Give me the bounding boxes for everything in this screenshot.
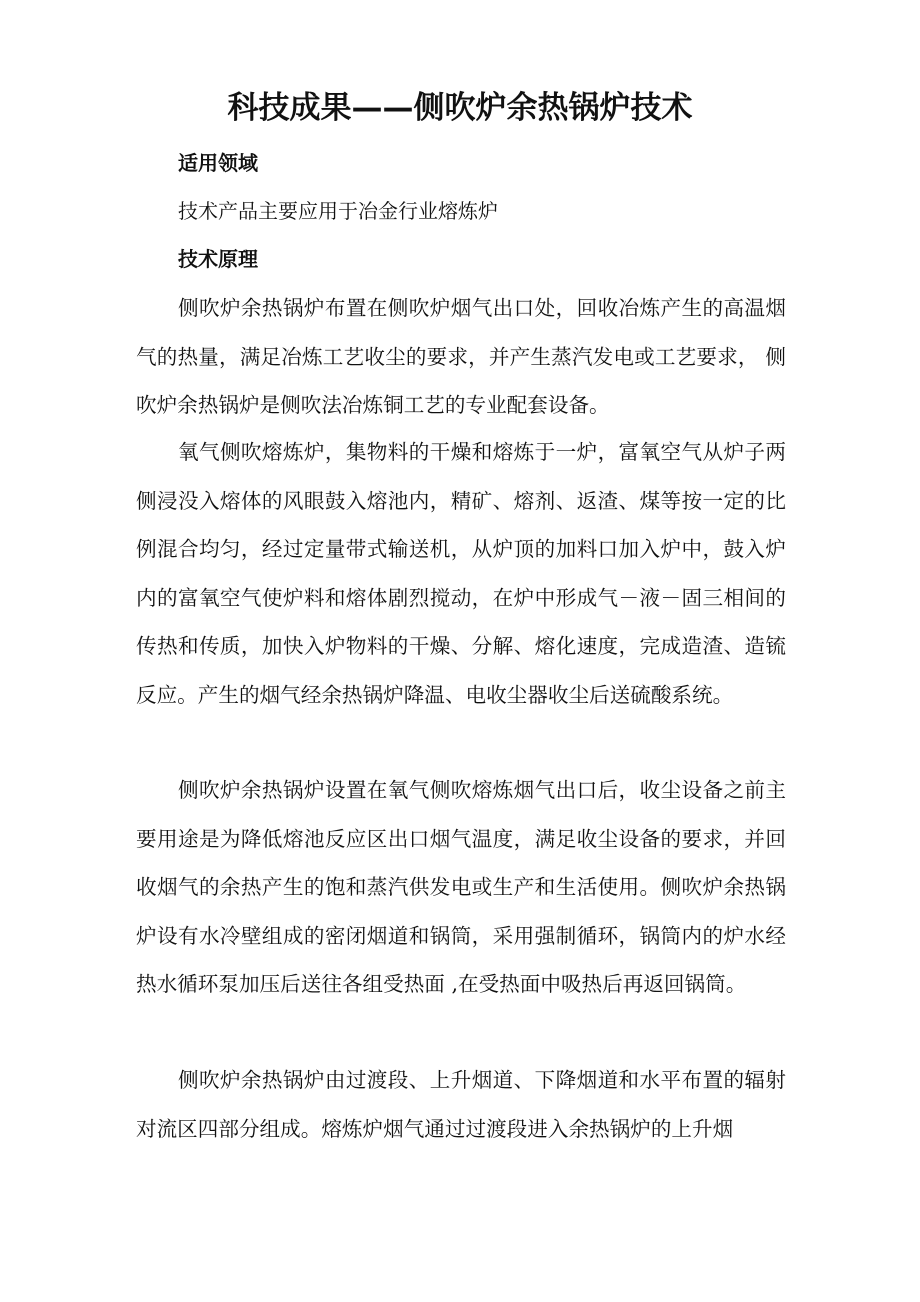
document-title: 科技成果——侧吹炉余热锅炉技术 — [227, 90, 693, 126]
principle-paragraph-1: 侧吹炉余热锅炉布置在侧吹炉烟气出口处，回收冶炼产生的高温烟气的热量，满足冶炼工艺收尘的要求，并产生蒸汽发电或工艺要求， 侧吹炉余热锅炉是侧吹法冶炼铜工艺的专业配套设备。 — [136, 296, 786, 418]
section-heading-application: 适用领域 — [178, 151, 258, 175]
principle-paragraph-2: 氧气侧吹熔炼炉，集物料的干燥和熔炼于一炉，富氧空气从炉子两侧浸没入熔体的风眼鼓入熔池内，精矿、熔剂、返渣、煤等按一定的比例混合均匀，经过定量带式输送机，从炉顶的加料口加入炉中，鼓入炉内的富氧空气使炉料和熔体剧烈搅动，在炉中形成气－液－固三相间的传热和传质，加快入炉物料的干燥、分解、熔化速度，完成造渣、造锍反应。产生的烟气经余热锅炉降温、电收尘器收尘后送硫酸系统。 — [136, 440, 786, 707]
principle-paragraph-3: 侧吹炉余热锅炉设置在氧气侧吹熔炼烟气出口后，收尘设备之前主要用途是为降低熔池反应区出口烟气温度，满足收尘设备的要求，并回收烟气的余热产生的饱和蒸汽供发电或生产和生活使用。侧吹炉余热锅炉设有水冷壁组成的密闭烟道和锅筒，采用强制循环，锅筒内的炉水经热水循环泵加压后送往各组受热面 ,在受热面中吸热后再返回锅筒。 — [136, 778, 786, 997]
principle-paragraph-4: 侧吹炉余热锅炉由过渡段、上升烟道、下降烟道和水平布置的辐射对流区四部分组成。熔炼炉烟气通过过渡段进入余热锅炉的上升烟 — [136, 1068, 786, 1141]
section-heading-principle: 技术原理 — [178, 247, 258, 271]
application-text: 技术产品主要应用于冶金行业熔炼炉 — [178, 199, 498, 223]
